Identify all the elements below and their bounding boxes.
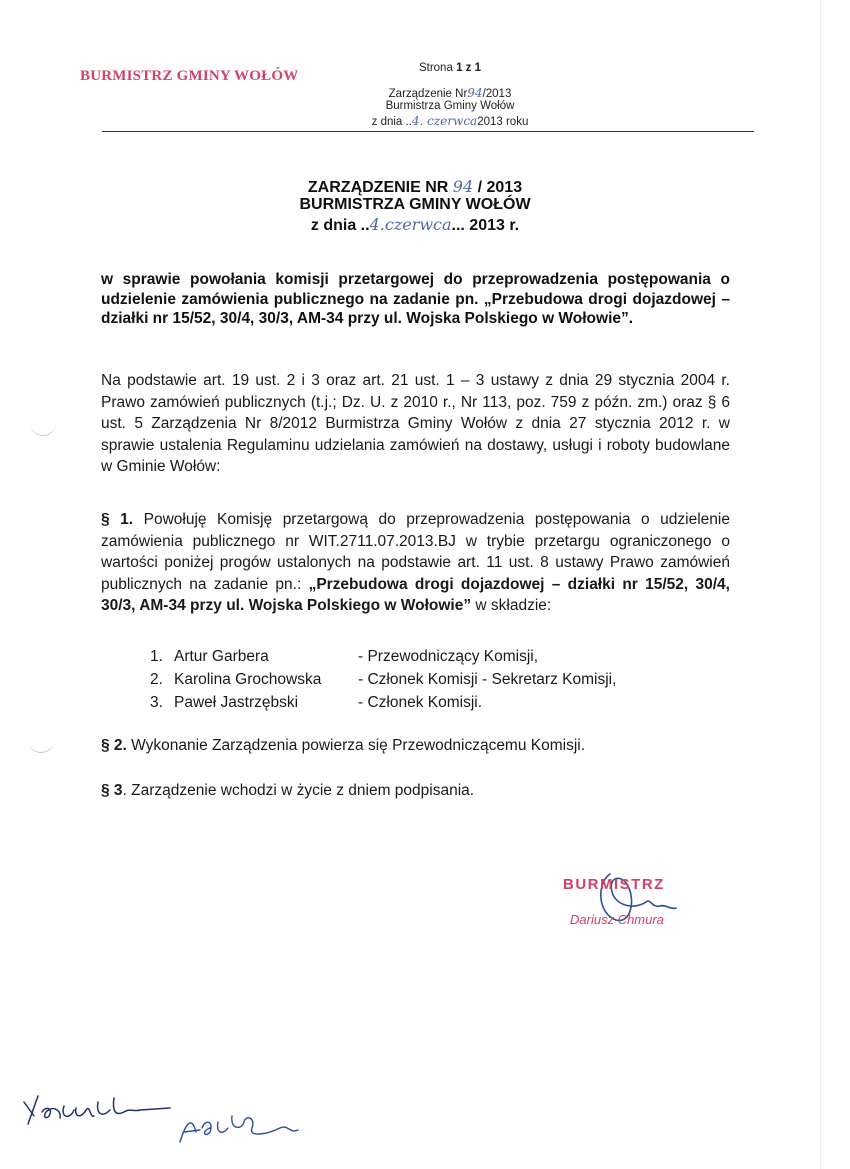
section-3-text: . Zarządzenie wchodzi w życie z dniem podpisania.	[122, 782, 475, 799]
section-1-task: „Przebudowa drogi dojazdowej – działki nr 15/52, 30/4, 30/3, AM-34 przy ul. Wojska Polskiego w Wołowie”	[101, 575, 730, 614]
section-3-label: § 3	[101, 782, 123, 799]
section-2	[101, 737, 585, 755]
page-indicator: Strona 1 z 1	[418, 62, 482, 74]
header-divider	[102, 131, 754, 132]
section-1-tail: w składzie:	[475, 597, 552, 614]
doc-subject: w sprawie powołania komisji przetargowej do przeprowadzenia postępowania o udzielenie zamówienia publicznego na zadanie pn. „Przebudowa drogi dojazdowej – działki nr 15/52, 30/4, 30/3, AM-34 przy ul. Wojska Polskiego w Wołowie”.	[101, 271, 730, 327]
scan-edge	[820, 0, 821, 1169]
header-date: z dnia ..4. czerwca2013 roku	[371, 114, 529, 128]
section-1-text: Powołuję Komisję przetargową do przeprowadzenia postępowania o udzielenie zamówienia publicznego nr WIT.2711.07.2013.BJ w trybie przetargu ograniczonego o wartości poniżej progów ustalonych na podstawie art. 11 ust. 8 ustawy Prawo zamówień publicznych na zadanie pn.:	[101, 511, 730, 593]
punch-hole-mark	[30, 423, 56, 436]
section-2-text: Wykonanie Zarządzenia powierza się Przewodniczącemu Komisji.	[131, 737, 586, 754]
header-ref: Zarządzenie Nr94/2013	[388, 86, 512, 100]
office-stamp: BURMISTRZ GMINY WOŁÓW	[80, 68, 299, 84]
section-1-label: § 1.	[101, 511, 134, 528]
handwritten-initials	[20, 1082, 320, 1152]
header-issuer: Burmistrza Gminy Wołów	[385, 100, 515, 112]
legal-basis: Na podstawie art. 19 ust. 2 i 3 oraz art. 21 ust. 1 – 3 ustawy z dnia 29 stycznia 2004 r. Prawo zamówień publicznych (t.j.; Dz. U. z 2010 r., Nr 113, poz. 759 z późn. zm.) oraz § 6 ust. 5 Zarządzenia Nr 8/2012 Burmistrza Gminy Wołów z dnia 27 stycznia 2012 r. w sprawie ustalenia Regulaminu udzielania zamówień na dostawy, usługi i roboty budowlane w Gminie Wołów:	[101, 372, 730, 475]
section-2-label: § 2.	[101, 737, 127, 754]
list-item: 2. Karolina Grochowska - Członek Komisji - Sekretarz Komisji,	[150, 671, 617, 688]
signature-stamp-name: Dariusz Chmura	[570, 912, 664, 927]
punch-hole-mark	[28, 740, 54, 753]
handwritten-title-date: 4.czerwca	[369, 215, 452, 234]
committee-members	[150, 645, 616, 714]
signature-stamp-title: BURMISTRZ	[563, 876, 665, 893]
handwritten-ref-number: 94	[467, 86, 483, 100]
doc-title-line1: ZARZĄDZENIE NR 94 / 2013	[307, 177, 523, 196]
list-item: 1. Artur Garbera - Przewodniczący Komisji,	[150, 648, 539, 665]
doc-title-line2: BURMISTRZA GMINY WOŁÓW	[299, 196, 531, 213]
section-1	[101, 509, 730, 617]
list-item: 3. Paweł Jastrzębski - Członek Komisji.	[150, 694, 483, 711]
section-3	[101, 782, 474, 800]
handwritten-date: 4. czerwca	[411, 114, 478, 128]
handwritten-title-number: 94	[452, 177, 474, 196]
doc-title-line3: z dnia ..4.czerwca... 2013 r.	[310, 215, 520, 234]
